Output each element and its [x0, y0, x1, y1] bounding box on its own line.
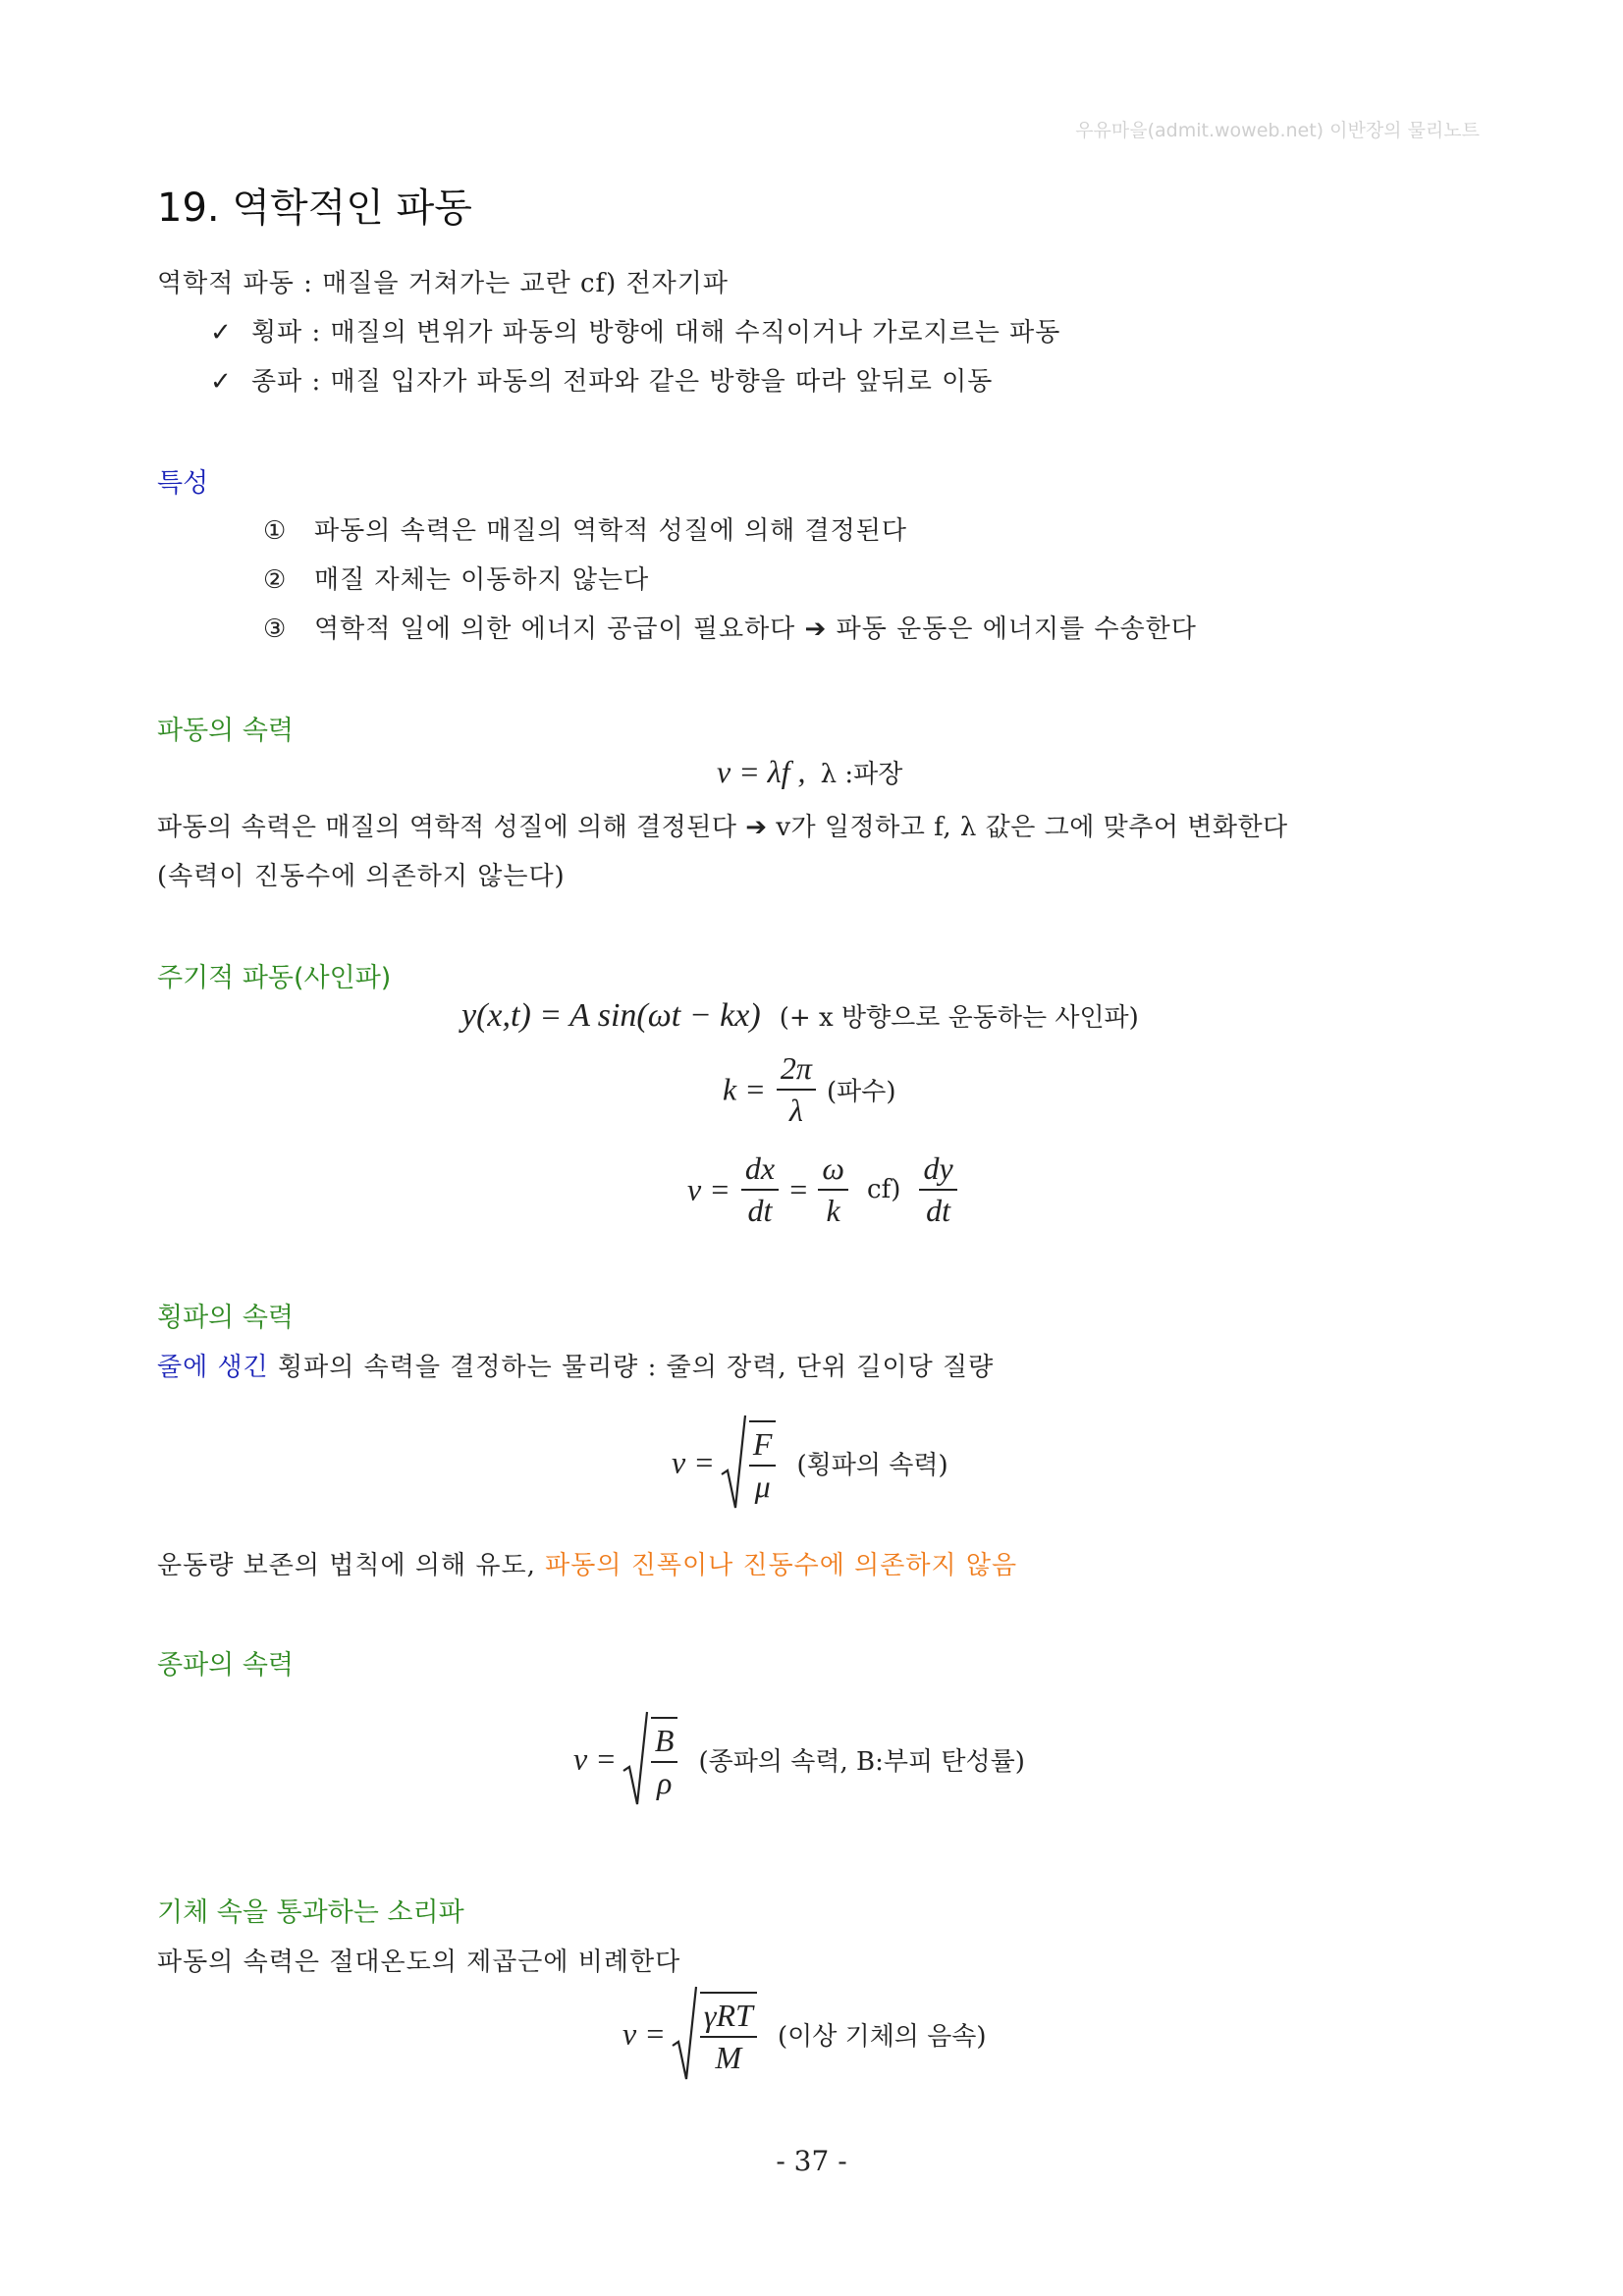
- denominator: dt: [747, 1193, 773, 1228]
- formula-note: (파수): [827, 1077, 896, 1107]
- property-item: [263, 609, 1197, 645]
- number-badge: ③: [263, 614, 288, 644]
- square-root: [671, 1985, 763, 2083]
- square-root: [622, 1710, 684, 1808]
- fraction: [818, 1150, 848, 1229]
- numerator: 2π: [777, 1050, 816, 1091]
- numerator: ω: [818, 1150, 848, 1191]
- number-badge: ②: [263, 565, 288, 595]
- sound-speed-equation: [622, 1985, 987, 2083]
- derivation-line: [157, 1545, 1017, 1581]
- page-title: 19. 역학적인 파동: [157, 186, 472, 231]
- formula-note: (+ x 방향으로 운동하는 사인파): [779, 1003, 1139, 1033]
- sound-text: 파동의 속력은 절대온도의 제곱근에 비례한다: [157, 1948, 681, 1977]
- wavelength-formula: [717, 754, 902, 790]
- radical-sign-icon: [671, 1985, 698, 2083]
- fraction: [919, 1150, 956, 1229]
- numerator: F: [749, 1426, 777, 1467]
- lead-text: 횡파의 속력을 결정하는 물리량 : 줄의 장력, 단위 길이당 질량: [268, 1353, 995, 1382]
- fraction: [777, 1050, 816, 1129]
- longitudinal-speed-equation: [573, 1710, 1025, 1808]
- formula-note: (종파의 속력, B:부피 탄성률): [698, 1746, 1025, 1777]
- square-root: [720, 1414, 783, 1512]
- section-heading-sound: 기체 속을 통과하는 소리파: [157, 1897, 464, 1928]
- cf-label: cf): [867, 1175, 901, 1204]
- number-badge: ①: [263, 516, 288, 546]
- transverse-lead: [157, 1347, 994, 1383]
- section-heading-longitudinal: 종파의 속력: [157, 1650, 294, 1681]
- bullet-transverse: [210, 312, 1060, 348]
- checkmark-icon: ✓: [210, 318, 233, 347]
- formula-note: (횡파의 속력): [796, 1450, 948, 1480]
- section-heading-transverse: 횡파의 속력: [157, 1303, 294, 1333]
- fraction: [651, 1717, 678, 1801]
- formula: y(x,t) = A sin(ωt − kx): [461, 997, 761, 1034]
- bullet-longitudinal: [210, 361, 993, 398]
- denominator: M: [715, 2040, 742, 2075]
- property-item: [263, 510, 907, 547]
- numerator: γRT: [700, 1998, 757, 2038]
- numerator: B: [651, 1723, 678, 1763]
- numerator: dy: [919, 1150, 956, 1191]
- property-item: [263, 560, 649, 596]
- fraction: [749, 1420, 777, 1505]
- denominator: dt: [926, 1193, 950, 1228]
- denominator: ρ: [656, 1765, 673, 1800]
- intro-text: 역학적 파동 : 매질을 거쳐가는 교란 cf) 전자기파: [157, 269, 730, 298]
- page-number: - 37 -: [776, 2145, 847, 2177]
- wave-speed-note: (속력이 진동수에 의존하지 않는다): [157, 862, 566, 891]
- formula-note: λ :파장: [820, 760, 903, 789]
- denominator: μ: [754, 1468, 771, 1504]
- highlighted-phrase: 줄에 생긴: [157, 1353, 269, 1382]
- page-header: 우유마을(admit.woweb.net) 이반장의 물리노트: [1075, 120, 1480, 141]
- wavenumber-equation: [723, 1050, 896, 1129]
- formula-lhs: v =: [573, 1740, 617, 1777]
- section-heading-properties: 특성: [157, 468, 209, 499]
- radical-sign-icon: [720, 1414, 747, 1512]
- property-text: 역학적 일에 의한 에너지 공급이 필요하다 ➔ 파동 운동은 에너지를 수송한다: [314, 614, 1197, 644]
- formula-lhs: v =: [672, 1444, 715, 1480]
- section-heading-wave-speed: 파동의 속력: [157, 716, 294, 746]
- formula-note: (이상 기체의 음속): [777, 2021, 987, 2052]
- formula-lhs: v =: [622, 2015, 666, 2052]
- wave-speed-line: 파동의 속력은 매질의 역학적 성질에 의해 결정된다 ➔ v가 일정하고 f, λ 값은 그에 맞추어 변화한다: [157, 813, 1288, 842]
- numerator: dx: [741, 1150, 779, 1191]
- highlighted-phrase: 파동의 진폭이나 진동수에 의존하지 않음: [545, 1551, 1018, 1580]
- fraction: [741, 1150, 779, 1229]
- formula-lhs: k =: [723, 1071, 766, 1107]
- phase-velocity-equation: [687, 1150, 963, 1229]
- equals-sign: =: [789, 1171, 808, 1207]
- formula: v = λf ,: [717, 754, 806, 789]
- derivation-text: 운동량 보존의 법칙에 의해 유도,: [157, 1551, 546, 1580]
- bullet-text: 종파 : 매질 입자가 파동의 전파와 같은 방향을 따라 앞뒤로 이동: [251, 367, 994, 397]
- section-heading-periodic: 주기적 파동(사인파): [157, 963, 392, 993]
- property-text: 파동의 속력은 매질의 역학적 성질에 의해 결정된다: [314, 516, 908, 546]
- fraction: [700, 1992, 757, 2076]
- property-text: 매질 자체는 이동하지 않는다: [314, 565, 650, 595]
- sine-wave-equation: [461, 997, 1139, 1035]
- radical-sign-icon: [622, 1710, 649, 1808]
- transverse-speed-equation: [672, 1414, 948, 1512]
- denominator: k: [826, 1193, 840, 1228]
- denominator: λ: [788, 1093, 803, 1128]
- bullet-text: 횡파 : 매질의 변위가 파동의 방향에 대해 수직이거나 가로지르는 파동: [251, 318, 1061, 347]
- formula-lhs: v =: [687, 1171, 730, 1207]
- checkmark-icon: ✓: [210, 367, 233, 397]
